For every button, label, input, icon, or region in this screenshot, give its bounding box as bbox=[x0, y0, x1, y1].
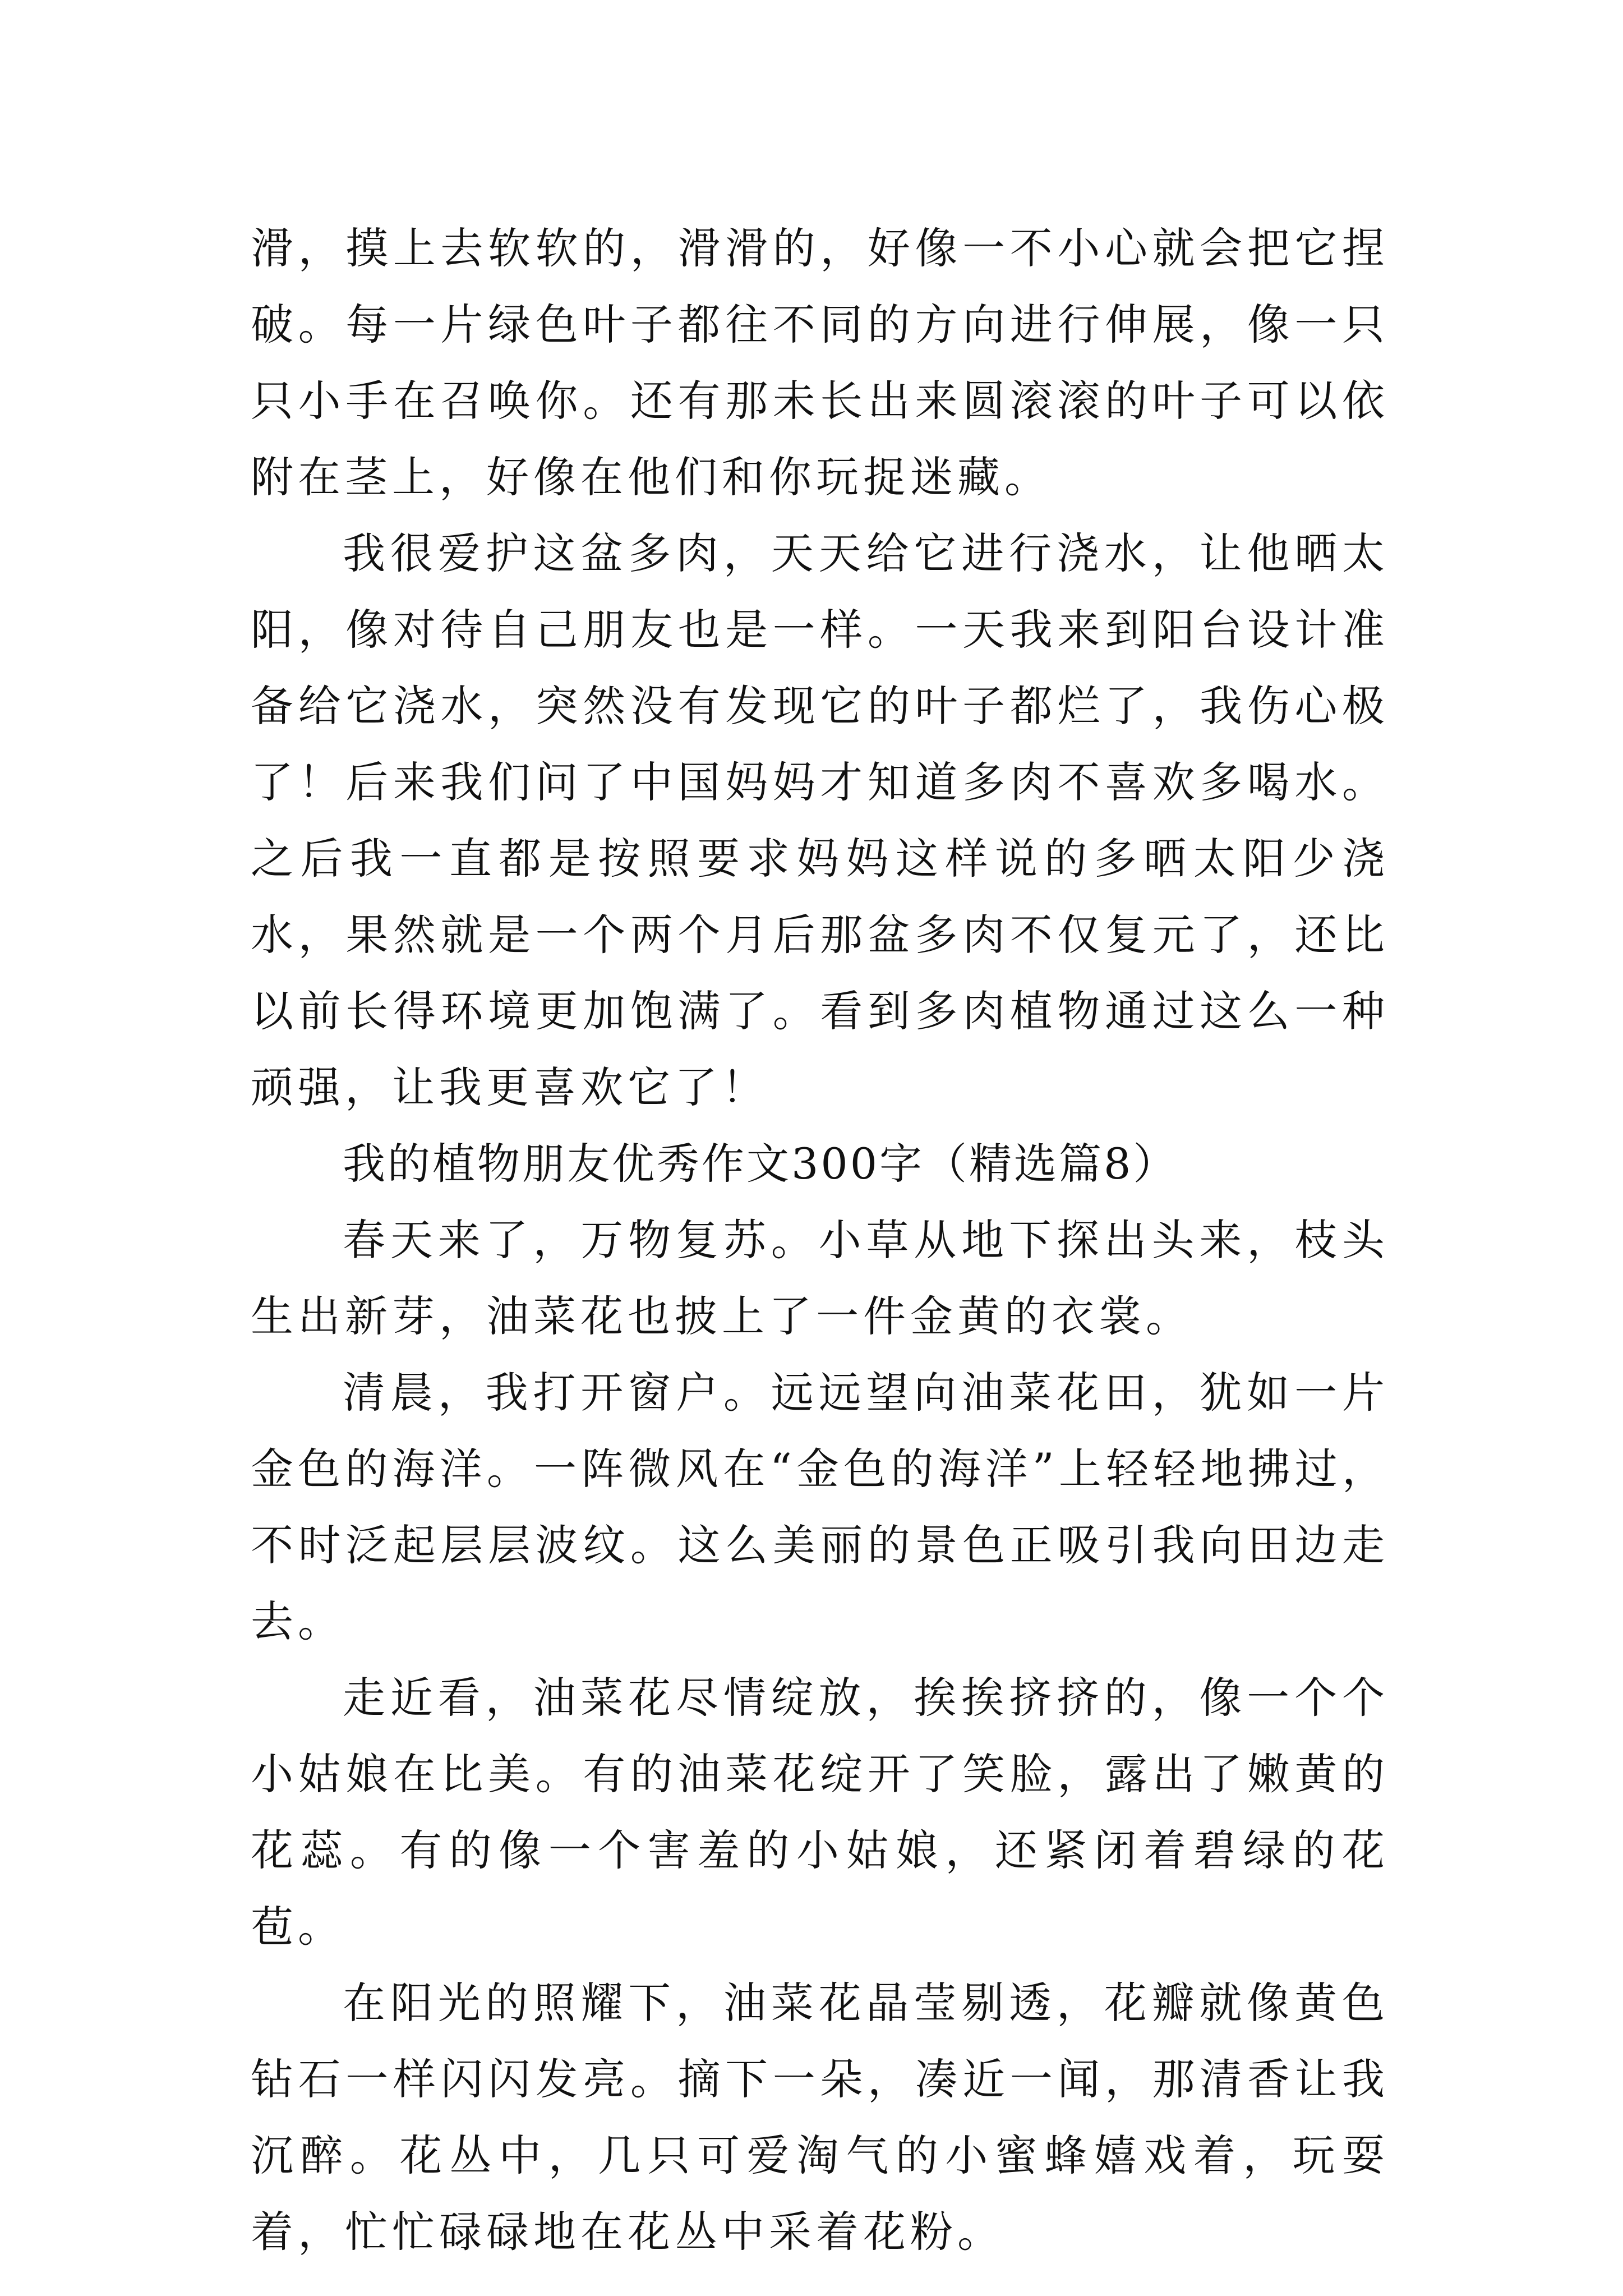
document-body bbox=[251, 210, 1389, 2270]
paragraph-continuation: 滑，摸上去软软的，滑滑的，好像一不小心就会把它捏破。每一片绿色叶子都往不同的方向进行伸展，像一只只小手在召唤你。还有那未长出来圆滚滚的叶子可以依附在茎上，好像在他们和你玩捉迷藏。 bbox=[251, 223, 1389, 502]
paragraph-closer-look: 走近看，油菜花尽情绽放，挨挨挤挤的，像一个个小姑娘在比美。有的油菜花绽开了笑脸，露出了嫩黄的花蕊。有的像一个害羞的小姑娘，还紧闭着碧绿的花苞。 bbox=[251, 1673, 1389, 1952]
paragraph-morning: 清晨，我打开窗户。远远望向油菜花田，犹如一片金色的海洋。一阵微风在“金色的海洋”上轻轻地拂过，不时泛起层层波纹。这么美丽的景色正吸引我向田边走去。 bbox=[251, 1368, 1389, 1646]
paragraph-spring: 春天来了，万物复苏。小草从地下探出头来，枝头生出新芽，油菜花也披上了一件金黄的衣裳。 bbox=[251, 1215, 1389, 1341]
section-heading: 我的植物朋友优秀作文300字（精选篇8） bbox=[343, 1139, 1178, 1189]
paragraph-care: 我很爱护这盆多肉，天天给它进行浇水，让他晒太阳，像对待自己朋友也是一样。一天我来到阳台设计准备给它浇水，突然没有发现它的叶子都烂了，我伤心极了！后来我们问了中国妈妈才知道多肉不喜欢多喝水。之后我一直都是按照要求妈妈这样说的多晒太阳少浇水，果然就是一个两个月后那盆多肉不仅复元了，还比以前长得环境更加饱满了。看到多肉植物通过这么一种顽强，让我更喜欢它了！ bbox=[251, 528, 1389, 1112]
paragraph-sunshine: 在阳光的照耀下，油菜花晶莹剔透，花瓣就像黄色钻石一样闪闪发亮。摘下一朵，凑近一闻，那清香让我沉醉。花丛中，几只可爱淘气的小蜜蜂嬉戏着，玩耍着，忙忙碌碌地在花丛中采着花粉。 bbox=[251, 1978, 1389, 2257]
